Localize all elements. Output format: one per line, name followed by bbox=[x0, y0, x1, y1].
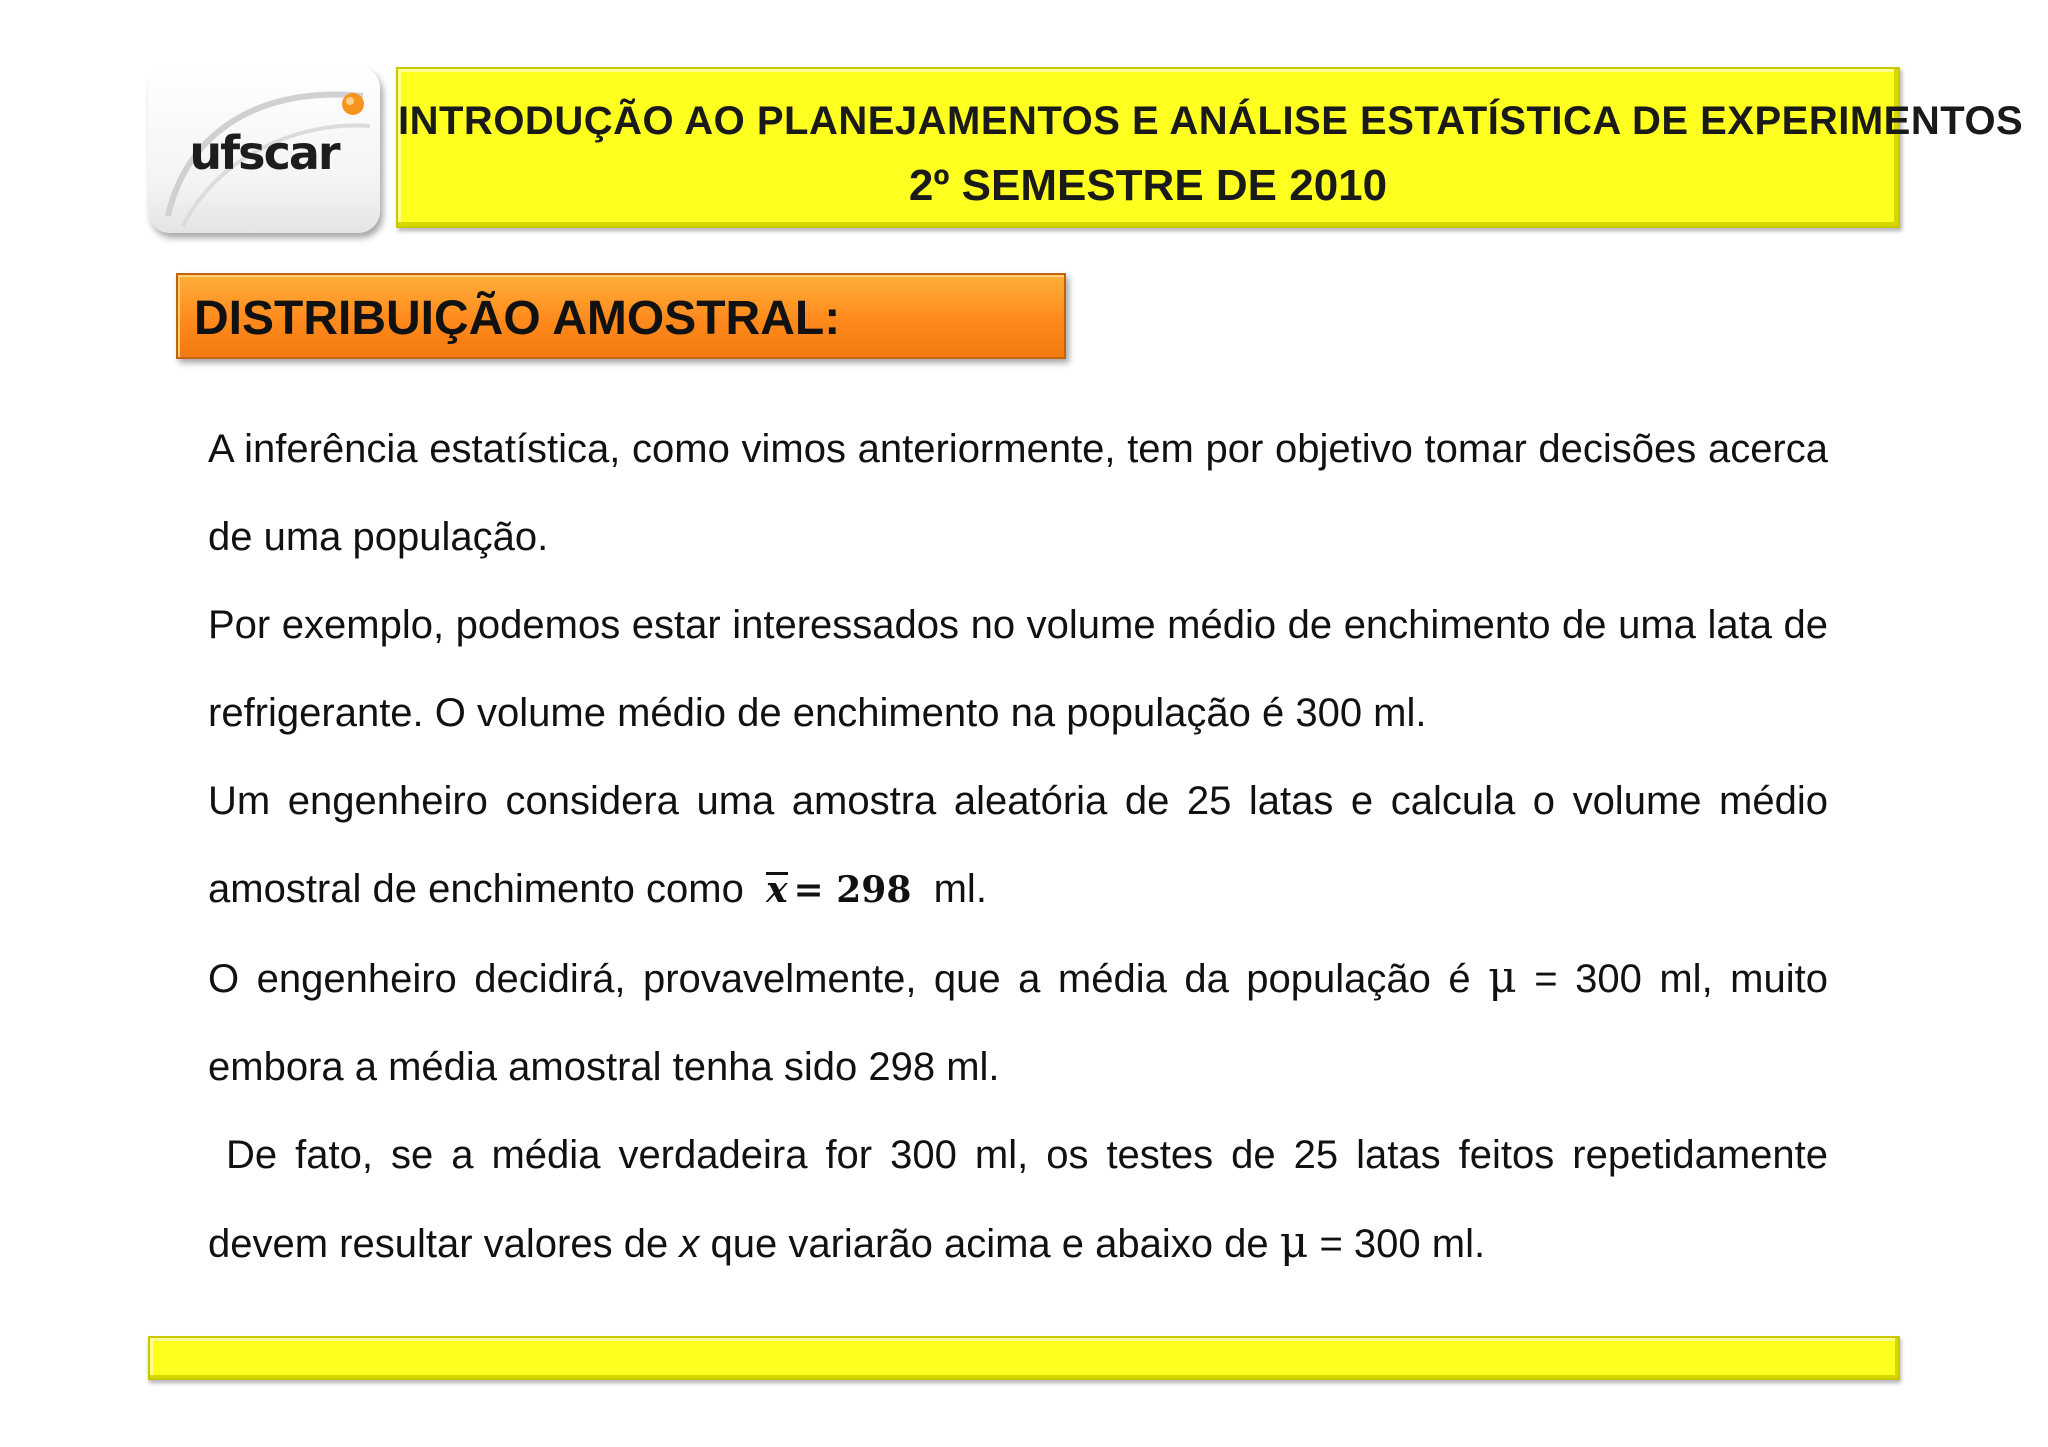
section-title: DISTRIBUIÇÃO AMOSTRAL: bbox=[194, 292, 841, 345]
x-variable: x bbox=[679, 1222, 700, 1266]
paragraph-variation: De fato, se a média verdadeira for 300 ml, os testes de 25 latas feitos repetidamente devem resultar valores de x que variarão acima e abaixo de μ = 300 ml. bbox=[208, 1133, 1828, 1268]
mu-symbol: μ bbox=[1279, 1217, 1309, 1268]
section-heading-box bbox=[176, 273, 1066, 359]
sample-mean-formula bbox=[766, 869, 911, 911]
sample-mean-value: = 298 bbox=[793, 869, 912, 911]
course-title: INTRODUÇÃO AO PLANEJAMENTOS E ANÁLISE ESTATÍSTICA DE EXPERIMENTOS bbox=[398, 99, 2024, 143]
header-banner bbox=[396, 67, 2024, 228]
logo-wordmark: ufscar bbox=[189, 126, 339, 180]
ufscar-logo bbox=[148, 66, 380, 233]
mu-symbol: μ bbox=[1488, 952, 1517, 1003]
paragraph-example: Por exemplo, podemos estar interessados no volume médio de enchimento de uma lata de refrigerante. O volume médio de enchimento na população é 300 ml. bbox=[208, 603, 1828, 735]
paragraph-inference: A inferência estatística, como vimos anteriormente, tem por objetivo tomar decisões acerca de uma população. bbox=[208, 427, 1828, 559]
footer-bar bbox=[148, 1336, 1900, 1380]
paragraph-engineer-sample: Um engenheiro considera uma amostra aleatória de 25 latas e calcula o volume médio amostral de enchimento como x = 298 ml. bbox=[208, 779, 1828, 911]
x-bar-symbol: x bbox=[766, 869, 788, 911]
semester-label: 2º SEMESTRE DE 2010 bbox=[908, 161, 1388, 210]
paragraph-decision: O engenheiro decidirá, provavelmente, que a média da população é μ = 300 ml, muito embora a média amostral tenha sido 298 ml. bbox=[208, 952, 1828, 1089]
body-text bbox=[208, 405, 1828, 1288]
